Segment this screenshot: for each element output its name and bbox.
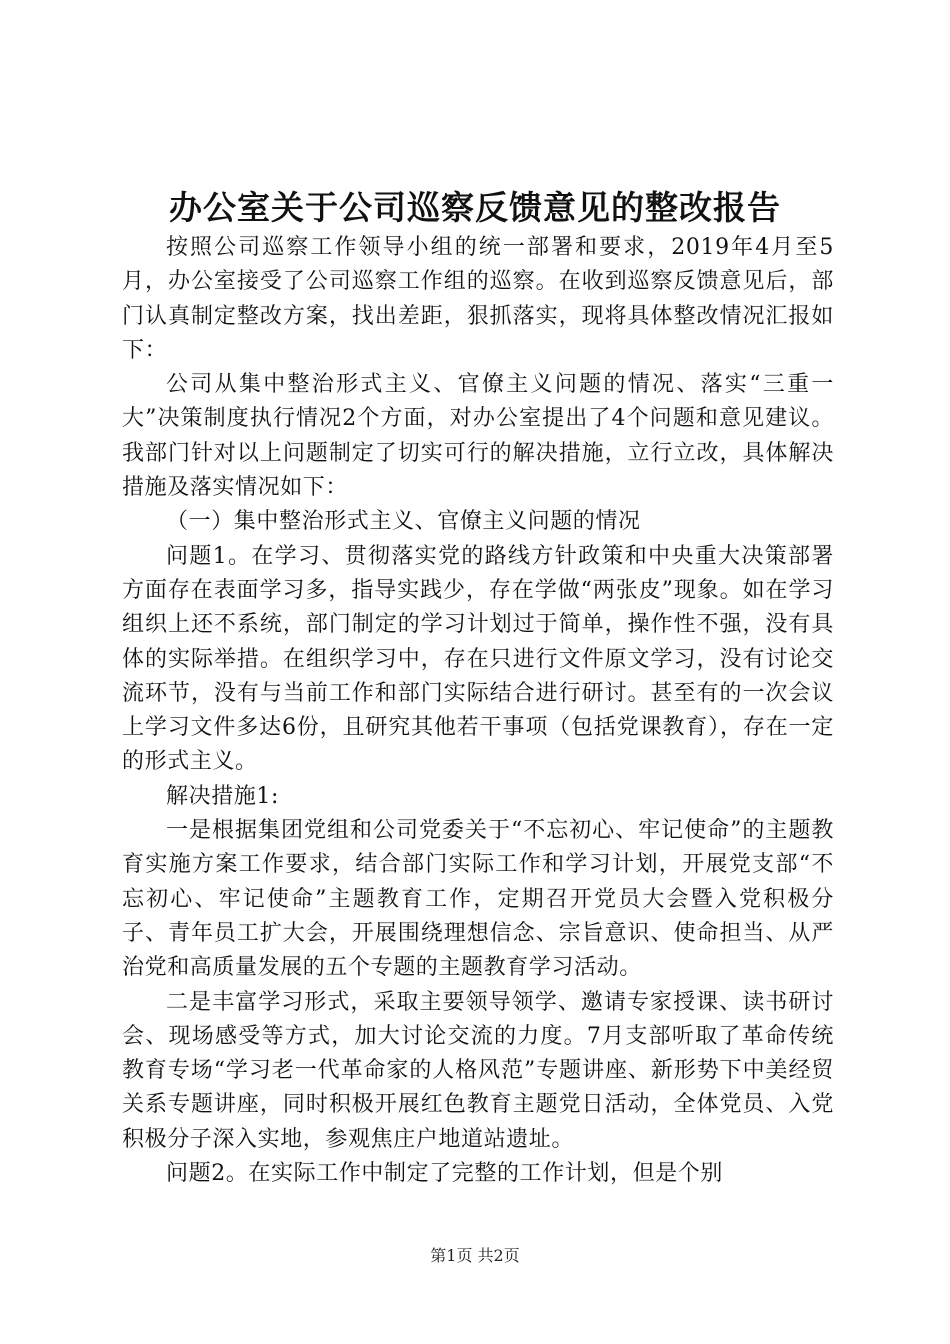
section-heading-1: （一）集中整治形式主义、官僚主义问题的情况 xyxy=(166,509,641,535)
paragraph-solution-1-b: 二是丰富学习形式，采取主要领导领学、邀请专家授课、读书研讨会、现场感受等方式，加大讨论交流的力度。7月支部听取了革命传统教育专场“学习老一代革命家的人格风范”专题讲座、新形势下中美经贸关系专题讲座，同时积极开展红色教育主题党日活动，全体党员、入党积极分子深入实地，参观焦庄户地道站遗址。 xyxy=(122,989,834,1152)
paragraph-solution-1-label: 解决措施1: xyxy=(166,783,280,809)
paragraph-overview: 公司从集中整治形式主义、官僚主义问题的情况、落实“三重一大”决策制度执行情况2个方面，对办公室提出了4个问题和意见建议。我部门针对以上问题制定了切实可行的解决措施，立行立改，具体解决措施及落实情况如下： xyxy=(122,372,834,501)
page-footer: 第1页 共2页 xyxy=(430,1246,520,1265)
paragraph-solution-1-a: 一是根据集团党组和公司党委关于“不忘初心、牢记使命”的主题教育实施方案工作要求，结合部门实际工作和学习计划，开展党支部“不忘初心、牢记使命”主题教育工作，定期召开党员大会暨入党积极分子、青年员工扩大会，开展围绕理想信念、宗旨意识、使命担当、从严治党和高质量发展的五个专题的主题教育学习活动。 xyxy=(122,818,834,981)
paragraph-problem-1: 问题1。在学习、贯彻落实党的路线方针政策和中央重大决策部署方面存在表面学习多，指导实践少，存在学做“两张皮”现象。如在学习组织上还不系统，部门制定的学习计划过于简单，操作性不强，没有具体的实际举措。在组织学习中，存在只进行文件原文学习，没有讨论交流环节，没有与当前工作和部门实际结合进行研讨。甚至有的一次会议上学习文件多达6份，且研究其他若干事项（包括党课教育），存在一定的形式主义。 xyxy=(122,543,834,775)
document-body xyxy=(122,231,834,1191)
paragraph-intro: 按照公司巡察工作领导小组的统一部署和要求，2019年4月至5月，办公室接受了公司巡察工作组的巡察。在收到巡察反馈意见后，部门认真制定整改方案，找出差距，狠抓落实，现将具体整改情况汇报如下： xyxy=(122,235,834,363)
paragraph-problem-2: 问题2。在实际工作中制定了完整的工作计划，但是个别 xyxy=(166,1161,723,1187)
document-title: 办公室关于公司巡察反馈意见的整改报告 xyxy=(169,188,781,227)
